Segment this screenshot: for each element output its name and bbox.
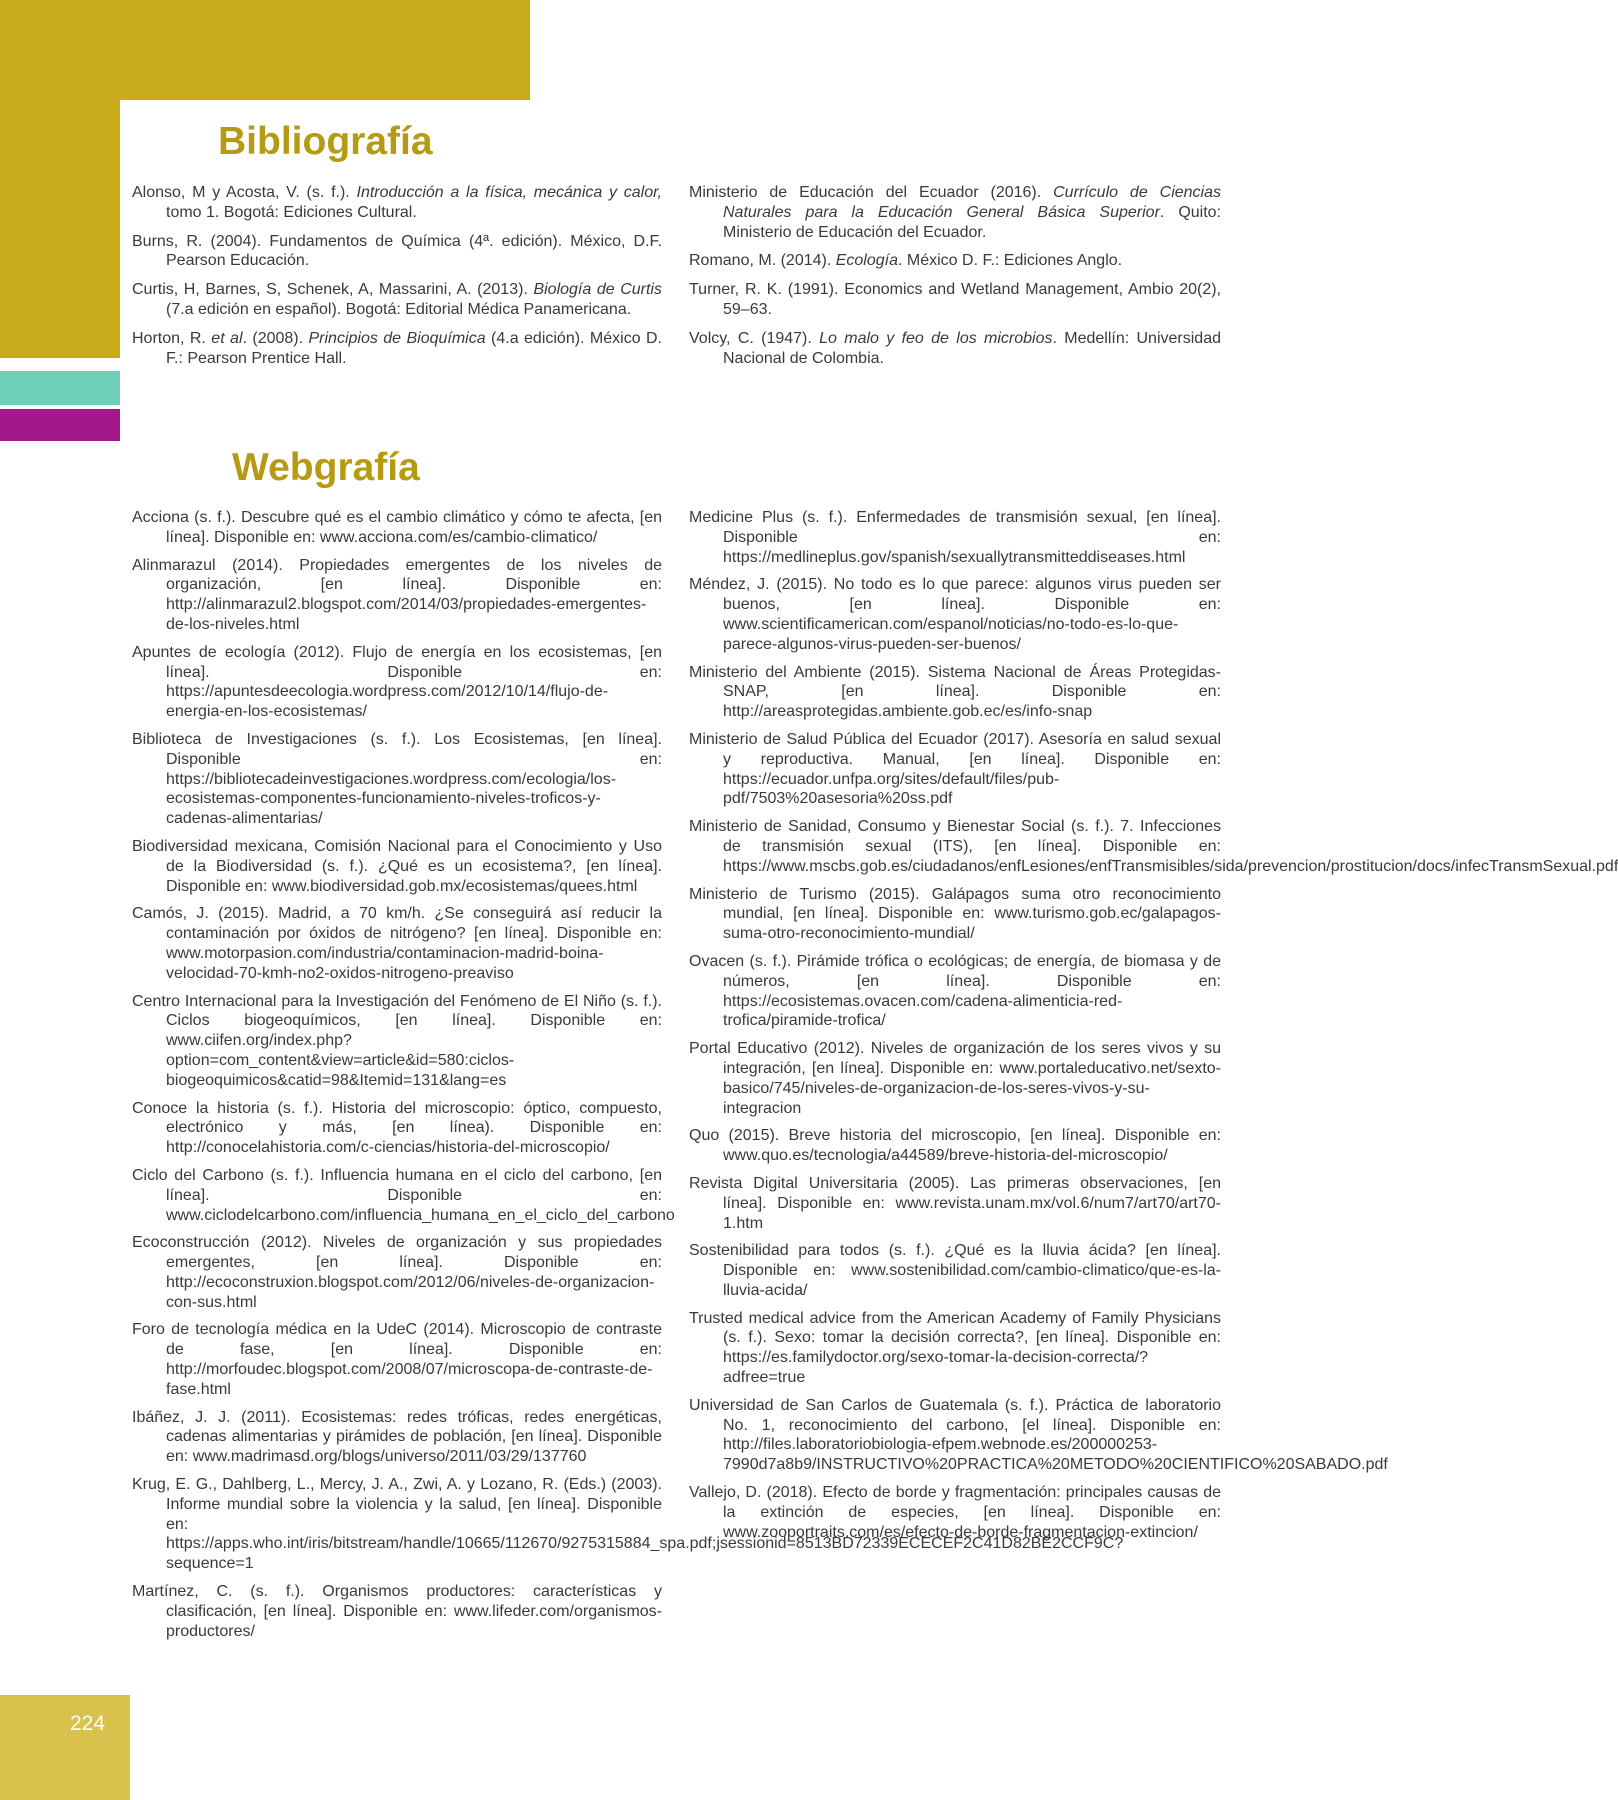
teal-accent-bar bbox=[0, 371, 120, 405]
webography-entry: Acciona (s. f.). Descubre qué es el cambio climático y cómo te afecta, [en línea]. Disponible en: www.acciona.com/es/cambio-climatico/ bbox=[132, 509, 662, 546]
webography-entry: Alinmarazul (2014). Propiedades emergentes de los niveles de organización, [en línea]. Disponible en: http://alinmarazul2.blogspot.com/2014/03/propiedades-emergentes-de-los-niveles.html bbox=[132, 556, 662, 633]
webography-entry: Vallejo, D. (2018). Efecto de borde y fragmentación: principales causas de la extinción de especies, [en línea]. Disponible en: www.zooportraits.com/es/efecto-de-borde-fragmentacion-extincion/ bbox=[689, 1484, 1221, 1541]
left-color-band bbox=[0, 100, 120, 358]
bibliography-entry: Curtis, H, Barnes, S, Schenek, A, Massarini, A. (2013). Biología de Curtis (7.a edición en español). Bogotá: Editorial Médica Panamericana. bbox=[132, 281, 662, 318]
webography-entry: Camós, J. (2015). Madrid, a 70 km/h. ¿Se conseguirá así reducir la contaminación por óxidos de nitrógeno? [en línea]. Disponible en: www.motorpasion.com/industria/contaminacion-madrid-boina-velocidad-70-kmh-no2-oxidos-nitrogeno-preaviso bbox=[132, 905, 662, 982]
page-number-band bbox=[0, 1695, 130, 1800]
webography-entry: Trusted medical advice from the American Academy of Family Physicians (s. f.). Sexo: tomar la decisión correcta?, [en línea]. Disponible en: https://es.familydoctor.org/sexo-tomar-la-decision-correcta/?adfree=true bbox=[689, 1309, 1221, 1387]
webography-entry: Ecoconstrucción (2012). Niveles de organización y sus propiedades emergentes, [en línea]. Disponible en: http://ecoconstruxion.blogspot.com/2012/06/niveles-de-organizacion-con-sus.html bbox=[132, 1234, 662, 1311]
webography-entry: Ministerio del Ambiente (2015). Sistema Nacional de Áreas Protegidas-SNAP, [en línea]. Disponible en: http://areasprotegidas.ambiente.gob.ec/es/info-snap bbox=[689, 663, 1221, 721]
webography-right-column bbox=[689, 508, 1618, 1550]
webography-entry: Conoce la historia (s. f.). Historia del microscopio: óptico, compuesto, electrónico y más, [en línea). Disponible en: http://conocelahistoria.com/c-ciencias/historia-del-microscopio/ bbox=[132, 1099, 662, 1157]
webography-entry: Sostenibilidad para todos (s. f.). ¿Qué es la lluvia ácida? [en línea]. Disponible en: www.sostenibilidad.com/cambio-climatico/que-es-la-lluvia-acida/ bbox=[689, 1242, 1221, 1299]
page-number: 224 bbox=[70, 1712, 106, 1735]
webography-entry: Centro Internacional para la Investigación del Fenómeno de El Niño (s. f.). Ciclos biogeoquímicos, [en línea]. Disponible en: www.ciifen.org/index.php?option=com_content&view=article&id=580:ciclos-biogeoquimicos&catid=98&Itemid=131&lang=es bbox=[132, 992, 662, 1089]
webography-entry: Ovacen (s. f.). Pirámide trófica o ecológicas; de energía, de biomasa y de números, [en línea]. Disponible en: https://ecosistemas.ovacen.com/cadena-alimenticia-red-trofica/piramide-trofica/ bbox=[689, 952, 1221, 1030]
webography-entry: Méndez, J. (2015). No todo es lo que parece: algunos virus pueden ser buenos, [en línea]. Disponible en: www.scientificamerican.com/espanol/noticias/no-todo-es-lo-que-parece-algunos-virus-pueden-ser-buenos/ bbox=[689, 576, 1221, 653]
webography-entry: Ibáñez, J. J. (2011). Ecosistemas: redes tróficas, redes energéticas, cadenas alimentarias y pirámides de población, [en línea]. Disponible en: www.madrimasd.org/blogs/universo/2011/03/29/137760 bbox=[132, 1408, 662, 1466]
webography-title: Webgrafía bbox=[232, 446, 420, 489]
bibliography-left-column bbox=[132, 183, 662, 377]
webography-entry: Portal Educativo (2012). Niveles de organización de los seres vivos y su integración, [en línea]. Disponible en: www.portaleducativo.net/sexto-basico/745/niveles-de-organizacion-de-los-seres-vivos-y-su-integracion bbox=[689, 1040, 1221, 1117]
bibliography-entry: Burns, R. (2004). Fundamentos de Química (4ª. edición). México, D.F. Pearson Educación. bbox=[132, 232, 662, 270]
webography-entry: Universidad de San Carlos de Guatemala (s. f.). Práctica de laboratorio No. 1, reconocimiento del carbono, [el línea]. Disponible en: http://files.laboratoriobiologia-efpem.webnode.es/200000253-7990d7a8b9/INSTRUCTIVO%20PRACTICA%20METODO%20CIENTIFICO%20SABADO.pdf bbox=[689, 1396, 1388, 1474]
webography-entry: Biblioteca de Investigaciones (s. f.). Los Ecosistemas, [en línea]. Disponible en: https://bibliotecadeinvestigaciones.wordpress.com/ecologia/los-ecosistemas-componentes-funcionamiento-niveles-troficos-y-cadenas-alimentarias/ bbox=[132, 730, 662, 828]
webography-entry: Medicine Plus (s. f.). Enfermedades de transmisión sexual, [en línea]. Disponible en: https://medlineplus.gov/spanish/sexuallytransmitteddiseases.html bbox=[689, 509, 1221, 566]
magenta-accent-bar bbox=[0, 409, 120, 441]
bibliography-entry: Ministerio de Educación del Ecuador (2016). Currículo de Ciencias Naturales para la Educación General Básica Superior. Quito: Ministerio de Educación del Ecuador. bbox=[689, 184, 1222, 241]
webography-entry: Quo (2015). Breve historia del microscopio, [en línea]. Disponible en: www.quo.es/tecnologia/a44589/breve-historia-del-microscopio/ bbox=[689, 1127, 1221, 1165]
webography-entry: Biodiversidad mexicana, Comisión Nacional para el Conocimiento y Uso de la Biodiversidad (s. f.). ¿Qué es un ecosistema?, [en línea]. Disponible en: www.biodiversidad.gob.mx/ecosistemas/quees.html bbox=[132, 837, 662, 895]
bibliography-right-column bbox=[689, 183, 1221, 377]
webography-entry: Martínez, C. (s. f.). Organismos productores: características y clasificación, [en línea]. Disponible en: www.lifeder.com/organismos-productores/ bbox=[132, 1583, 662, 1640]
webography-entry: Ministerio de Salud Pública del Ecuador (2017). Asesoría en salud sexual y reproductiva. Manual, [en línea]. Disponible en: https://ecuador.unfpa.org/sites/default/files/pub-pdf/7503%20asesoria%20ss.pdf bbox=[689, 730, 1221, 808]
webography-entry: Revista Digital Universitaria (2005). Las primeras observaciones, [en línea]. Disponible en: www.revista.unam.mx/vol.6/num7/art70/art70-1.htm bbox=[689, 1174, 1221, 1232]
bibliography-entry: Romano, M. (2014). Ecología. México D. F.: Ediciones Anglo. bbox=[689, 252, 1123, 270]
bibliography-entry: Volcy, C. (1947). Lo malo y feo de los microbios. Medellín: Universidad Nacional de Colombia. bbox=[689, 329, 1221, 367]
bibliography-entry: Alonso, M y Acosta, V. (s. f.). Introducción a la física, mecánica y calor, tomo 1. Bogotá: Ediciones Cultural. bbox=[132, 184, 663, 221]
webography-entry: Apuntes de ecología (2012). Flujo de energía en los ecosistemas, [en línea]. Disponible en: https://apuntesdeecologia.wordpress.com/2012/10/14/flujo-de-energia-en-los-ecosistemas/ bbox=[132, 643, 662, 721]
top-color-band bbox=[0, 0, 530, 100]
bibliography-entry: Turner, R. K. (1991). Economics and Wetland Management, Ambio 20(2), 59–63. bbox=[689, 281, 1221, 318]
webography-entry: Krug, E. G., Dahlberg, L., Mercy, J. A., Zwi, A. y Lozano, R. (Eds.) (2003). Informe mundial sobre la violencia y la salud, [en línea]. Disponible en: https://apps.who.int/iris/bitstream/handle/10665/112670/9275315884_spa.pdf;jsessionid=8513BD72339ECECEF2C41D82BE2CCF9C?sequence=1 bbox=[132, 1476, 1124, 1573]
bibliography-entry: Horton, R. et al. (2008). Principios de Bioquímica (4.a edición). México D. F.: Pearson Prentice Hall. bbox=[132, 329, 663, 367]
bibliography-title: Bibliografía bbox=[218, 120, 433, 163]
webography-entry: Ministerio de Sanidad, Consumo y Bienestar Social (s. f.). 7. Infecciones de transmisión sexual (ITS), [en línea]. Disponible en: https://www.mscbs.gob.es/ciudadanos/enfLesiones/enfTransmisibles/sida/prevencion/prostitucion/docs/infecTransmSexual.pdf bbox=[689, 818, 1618, 875]
webography-entry: Ciclo del Carbono (s. f.). Influencia humana en el ciclo del carbono, [en línea]. Disponible en: www.ciclodelcarbono.com/influencia_humana_en_el_ciclo_del_carbono bbox=[132, 1166, 675, 1224]
webography-entry: Foro de tecnología médica en la UdeC (2014). Microscopio de contraste de fase, [en línea]. Disponible en: http://morfoudec.blogspot.com/2008/07/microscopa-de-contraste-de-fase.html bbox=[132, 1321, 662, 1398]
webography-entry: Ministerio de Turismo (2015). Galápagos suma otro reconocimiento mundial, [en línea]. Disponible en: www.turismo.gob.ec/galapagos-suma-otro-reconocimiento-mundial/ bbox=[689, 885, 1221, 943]
